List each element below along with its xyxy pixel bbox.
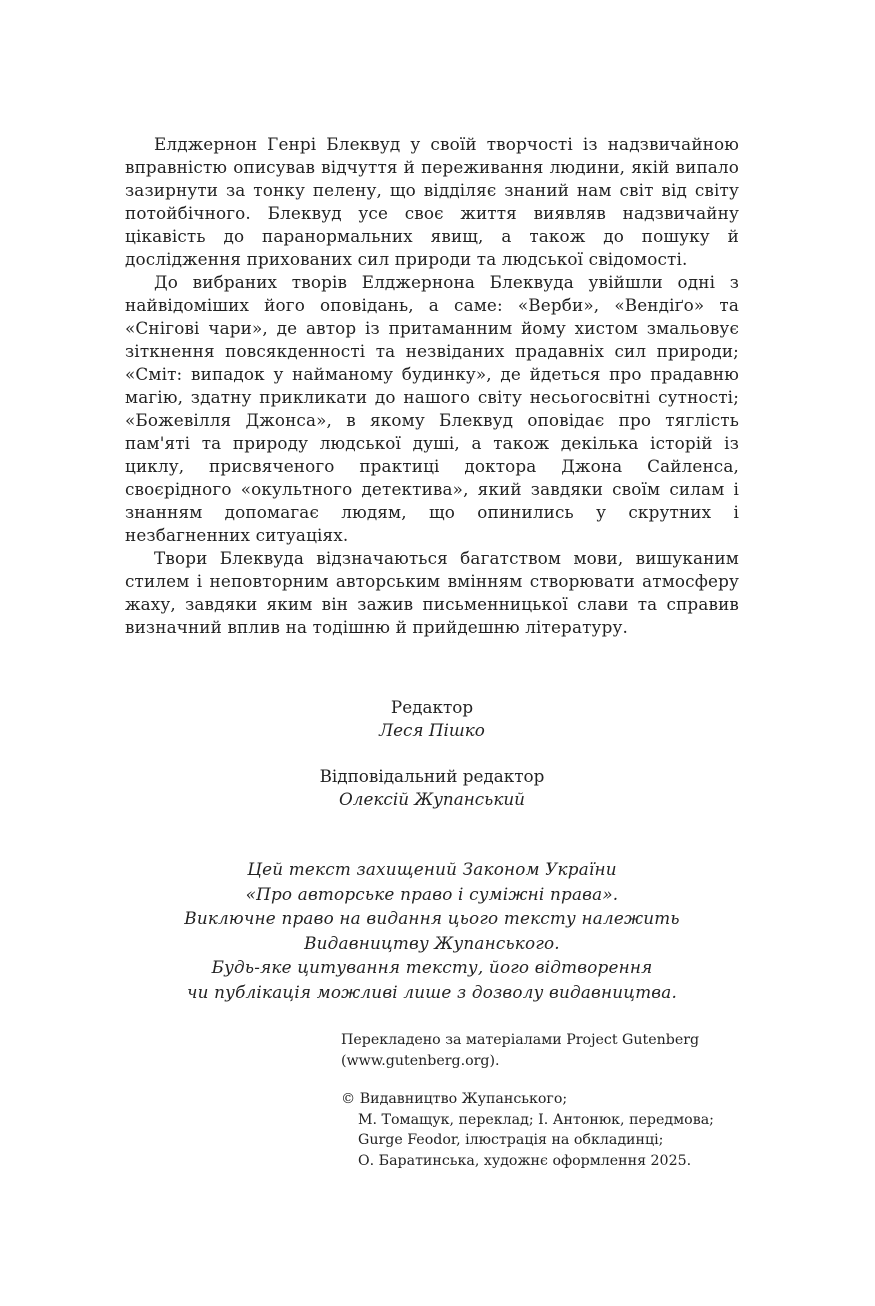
annotation-text <box>125 133 739 639</box>
imprint-line-publisher: © Видавництво Жупанського; <box>341 1091 568 1107</box>
editor-credit <box>125 696 739 742</box>
copyright-notice-line: «Про авторське право і суміжні права». <box>245 883 619 904</box>
copyright-notice-line: Виключне право на видання цього тексту належить <box>184 908 680 928</box>
copyright-notice-line: Видавництву Жупанського. <box>304 932 560 953</box>
editor-name: Леся Пішко <box>379 720 485 740</box>
source-note <box>341 1030 761 1071</box>
imprint-line: Gurge Feodor, ілюстрація на обкладинці; <box>358 1132 664 1148</box>
imprint-line: О. Баратинська, художнє оформлення 2025. <box>358 1152 692 1169</box>
annotation-paragraph-3: Твори Блеквуда відзначаються багатством мови, вишуканим стилем і неповторним авторським вмінням створювати атмосферу жаху, завдяки яким він зажив письменницької слави та справив визначний вплив на тодішню й прийдешню літературу. <box>125 548 739 637</box>
source-note-line: (www.gutenberg.org). <box>341 1052 500 1069</box>
copyright-notice-line: Цей текст захищений Законом України <box>247 859 617 879</box>
copyright-notice-line: Будь-яке цитування тексту, його відтворення <box>211 957 653 977</box>
annotation-paragraph-1: Елджернон Генрі Блеквуд у своїй творчості із надзвичайною вправністю описував відчуття й переживання людини, якій випало зазирнути за тонку пелену, що відділяє знаний нам світ від світу потойбічного. Блеквуд усе своє життя виявляв надзвичайну цікавість до паранормальних явищ, а також до пошуку й дослідження прихованих сил природи та людської свідомості. <box>125 134 739 269</box>
copyright-notice <box>125 857 739 1004</box>
chief-editor-name: Олексій Жупанський <box>339 789 525 809</box>
source-note-line: Перекладено за матеріалами Project Gutenberg <box>341 1032 700 1048</box>
copyright-notice-line: чи публікація можливі лише з дозволу видавництва. <box>186 981 678 1002</box>
chief-editor-role: Відповідальний редактор <box>319 766 545 786</box>
imprint-block <box>341 1089 771 1171</box>
chief-editor-credit <box>125 765 739 811</box>
editor-role: Редактор <box>390 697 474 717</box>
imprint-line: М. Томащук, переклад; І. Антонюк, передмова; <box>358 1111 714 1128</box>
annotation-paragraph-2: До вибраних творів Елджернона Блеквуда увійшли одні з найвідоміших його оповідань, а саме: «Верби», «Вендіґо» та «Снігові чари», де автор із притаманним йому хистом змальовує зіткнення повсякденності та незвіданих прадавніх сил природи; «Сміт: випадок у найманому будинку», де йдеться про прадавню магію, здатну прикликати до нашого світу несьогосвітні сутності; «Божевілля Джонса», в якому Блеквуд оповідає про тяглість пам'яті та природу людської душі, а також декілька історій із циклу, присвяченого практиці доктора Джона Сайленса, своєрідного «окультного детектива», який завдяки своїм силам і знанням допомагає людям, що опинились у скрутних і незбагненних ситуаціях. <box>125 272 739 545</box>
